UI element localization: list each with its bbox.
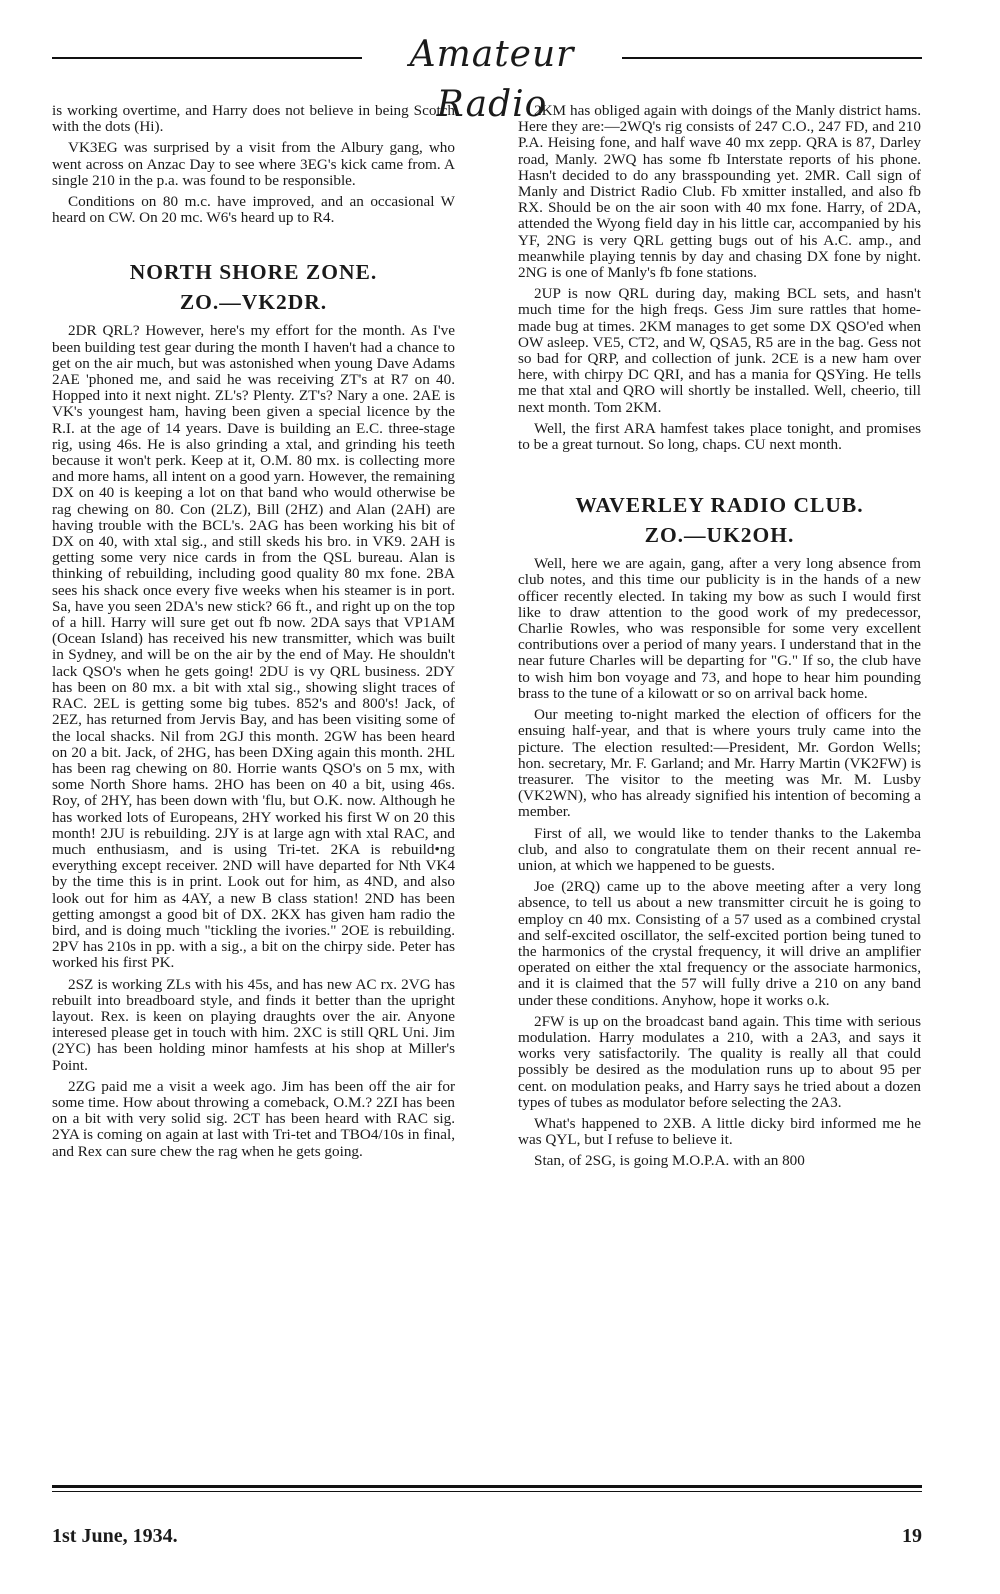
footer-rule-thin (52, 1491, 922, 1492)
paragraph: Stan, of 2SG, is going M.O.P.A. with an 800 (534, 1152, 805, 1170)
paragraph: First of all, we would like to tender thanks to the Lakemba club, and also to congratulate them on their recent annual re-union, at which we happened to be guests. (518, 824, 921, 874)
paragraph: 2SZ is working ZLs with his 45s, and has new AC rx. 2VG has rebuilt into breadboard style, and finds it better than the upright layout. Rex. is keen on playing draughts over the air. Anyone interesed please get in touch with him. 2XC is still QRL Uni. Jim (2YC) has been holding minor hamfests at his shop at Miller's Point. (52, 975, 455, 1074)
section-subtitle-waverley: ZO.—UK2OH. (644, 523, 795, 548)
paragraph: 2KM has obliged again with doings of the Manly district hams. Here they are:—2WQ's rig consists of 247 C.O., 247 FD, and 210 P.A. Heising fone, and half wave 40 mx zepp. QRA is 87, Darley road, Manly. 2WQ has some fb Interstate reports of his phone. Hasn't decided to do any brasspounding yet. 2MR. Call sign of Manly and District Radio Club. Fb xmitter installed, and also fb RX. Should be on the air soon with 40 mx fone. Harry, of 2DA, attended the Wyong field day in his little car, accompanied by his YF, 2NG is very QRL getting bugs out of his A.C. amp., and meanwhile playing tennis by day and chasing DX fone by night. 2NG is one of Manly's fb fone stations. (518, 102, 921, 282)
paragraph: Well, here we are again, gang, after a very long absence from club notes, and this time our publicity is in the hands of a new officer recently elected. In taking my bow as such I would first like to draw attention to the good work of my predecessor, Charlie Rowles, who was responsible for some very excellent contributions over a period of many years. I understand that in the near future Charles will be departing for "G." If so, the club have to wish him bon voyage and 73, and hope to hear him pounding brass to the tune of a kilowatt or so on arrival back home. (518, 555, 921, 702)
paragraph: What's happened to 2XB. A little dicky bird informed me he was QYL, but I refuse to believe it. (518, 1114, 921, 1149)
paragraph: Well, the first ARA hamfest takes place tonight, and promises to be a great turnout. So long, chaps. CU next month. (518, 419, 921, 454)
paragraph: 2UP is now QRL during day, making BCL sets, and hasn't much time for the high freqs. Gess Jim sure rattles that home-made bug at times. 2KM manages to get some DX QSO'ed when OW asleep. VE5, CT2, and W, QSA5, R5 are in the bag. Gess not so bad for QRP, and collection of junk. 2CE is a new ham over here, with chirpy DC QRI, and has a mania for QSYing. He tells me that xtal and QRO will shortly be installed. Well, cheerio, till next month. Tom 2KM. (518, 285, 921, 416)
paragraph: Joe (2RQ) came up to the above meeting after a very long absence, to tell us about a new transmitter circuit he is going to employ cn 40 mx. Consisting of a 57 used as a combined crystal and self-excited oscillator, the self-excited portion being tuned to the harmonics of the crystal frequency, it will drive an amplifier operated on either the xtal frequency or the associate harmonics, and it is claimed that the 57 will fully drive a 210 on any band under these conditions. Anyhow, hope it works o.k. (518, 878, 921, 1009)
issue-date: 1st June, 1934. (52, 1525, 178, 1547)
paragraph: 2DR QRL? However, here's my effort for the month. As I've been building test gear during the month I haven't had a chance to get on the air much, but was astonished when young Dave Adams 2AE 'phoned me, and said he was receiving ZT's at R7 on 40. Hopped into it next night. ZL's? Plenty. ZT's? Nary a one. 2AE is VK's youngest ham, having been given a special licence by the R.I. at the age of 14 years. Dave is building an E.C. three-stage rig, using 46s. He is also grinding a xtal, and grinding his teeth because it won't perk. Keep at it, O.M. 80 mx. is collecting more and more hams, all intent on a good yarn. However, the remaining DX on 40 is keeping a lot on that band who would otherwise be rag chewing on 80. Con (2LZ), Bill (2HZ) and Alan (2AH) are having trouble with the BCL's. 2AG has been working his bit of DX on 40, with xtal sig., and still skeds his bro. in VK9. 2AH is getting some very nice cards in from the QSL bureau. Alan is thinking of rebuilding, including good quality 80 mx fone. 2BA sees his shack once every five weeks when his steamer is in port. Sa, have you seen 2DA's new stick? 66 ft., and right up on the top of a hill. Harry will sure get out fb now. 2DA says that VP1AM (Ocean Island) has received his new transmitter, which was built in Sydney, and will be on the air by the end of May. He shouldn't lack QSO's when he gets going! 2DU is vy QRL business. 2DY has been on 80 mx. a bit with xtal sig., showing slight traces of RAC. 2EL is getting some big tubes. 852's and 800's! Jack, of 2EZ, has returned from Jervis Bay, and has been visiting some of the local shacks. Nil from 2GJ this month. 2GW has been heard on 20 a bit. Jack, of 2HG, has been DXing again this month. 2HL has been rag chewing on 80. Horrie wants QSO's on 5 mx, with some North Shore hams. 2HO has been on 40 a bit, using 46s. Roy, of 2HY, has been down with 'flu, but O.K. now. Although he has worked lots of Europeans, 2HY worked his first W on 20 this month! 2JU is rebuilding. 2JY is at large agn with xtal RAC, and much enthusiasm, and is using Tri-tet. 2KA is rebuild•ng everything except receiver. 2ND will have departed for Nth VK4 by the time this is in print. Look out for him, as 4ND, and also look out for him as 4AY, a new B class station! 2ND has been getting amongst a good bit of DX. 2KX has given ham radio the bird, and is doing much "tickling the ivories." 2OE is rebuilding. 2PV has 210s in pp. with a sig., a bit on the chirpy side. Peter has worked his first PK. (52, 322, 455, 972)
header-rule-left (52, 57, 362, 59)
section-title-north-shore: NORTH SHORE ZONE. (129, 260, 378, 285)
paragraph: Conditions on 80 m.c. have improved, and an occasional W heard on CW. On 20 mc. W6's heard up to R4. (52, 193, 455, 227)
paragraph: Our meeting to-night marked the election of officers for the ensuing half-year, and that is where yours truly came into the picture. The election resulted:—President, Mr. Gordon Wells; hon. secretary, Mr. F. Garland; and Mr. Harry Martin (VK2FW) is treasurer. The visitor to the meeting was Mr. M. Lusby (VK2WN), who has already signified his intention of becoming a member. (518, 706, 921, 821)
paragraph: 2ZG paid me a visit a week ago. Jim has been off the air for some time. How about throwing a comeback, O.M.? 2ZI has been on a bit with very solid sig. 2CT has been heard with RAC sig. 2YA is coming on again at last with Tri-tet and TBO4/10s in final, and Rex can sure chew the rag when he gets going. (52, 1077, 455, 1160)
left-column (52, 103, 455, 1165)
footer-rule (52, 1485, 922, 1488)
paragraph: is working overtime, and Harry does not believe in being Scotch with the dots (Hi). (52, 102, 455, 136)
header-rule-right (622, 57, 922, 59)
paragraph: VK3EG was surprised by a visit from the Albury gang, who went across on Anzac Day to see where 3EG's kick came from. A single 210 in the p.a. was found to be responsible. (52, 139, 455, 189)
section-title-waverley: WAVERLEY RADIO CLUB. (575, 493, 864, 518)
section-subtitle-north-shore: ZO.—VK2DR. (179, 290, 328, 315)
masthead-title: Amateur Radio (409, 34, 575, 125)
right-column (518, 103, 921, 1175)
page-number: 19 (902, 1525, 922, 1547)
paragraph: 2FW is up on the broadcast band again. This time with serious modulation. Harry modulates a 210, with a 2A3, and says it works very satisfactorily. The quality is really all that could possibly be desired as the modulation runs up to about 95 per cent. on modulation peaks, and Harry says he tried about a dozen types of tubes as modulator before selecting the 2A3. (518, 1012, 921, 1111)
